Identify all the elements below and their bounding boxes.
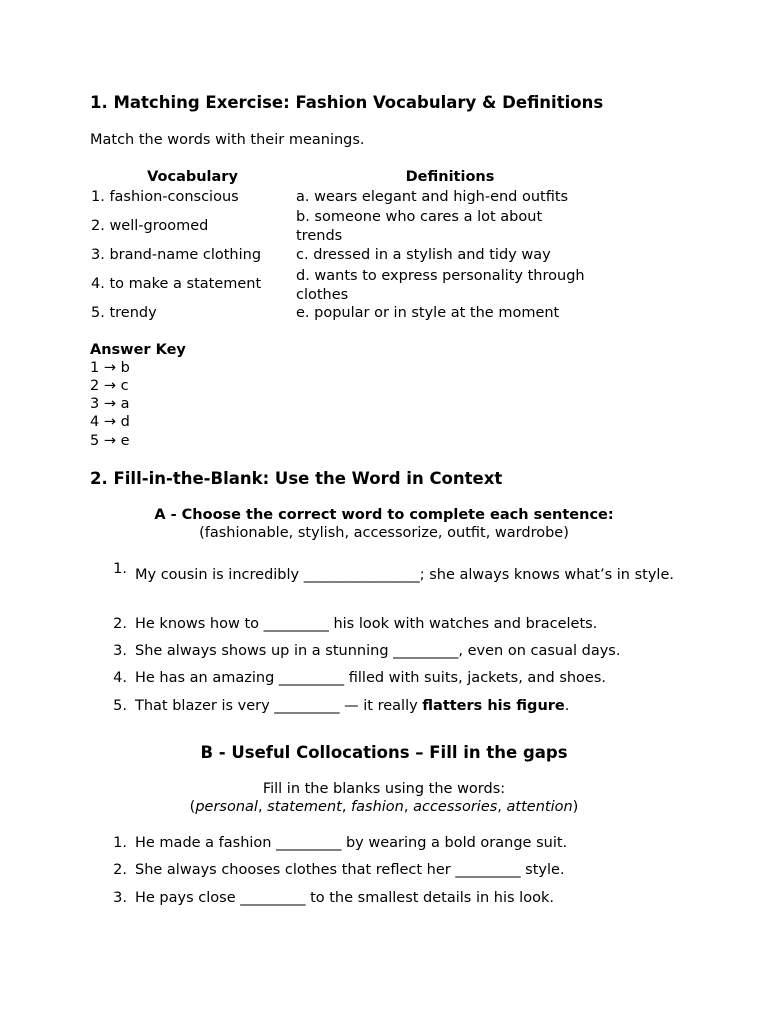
word-bank-word: personal	[195, 799, 258, 815]
list-number: 3.	[113, 890, 127, 906]
definitions-header: Definitions	[405, 169, 495, 185]
vocab-item: 3. brand-name clothing	[91, 247, 262, 263]
list-number: 2.	[113, 862, 127, 878]
vocab-item: 5. trendy	[91, 305, 157, 321]
partA-item-text	[135, 698, 569, 714]
list-number: 1.	[113, 835, 127, 851]
partB-instruction: Fill in the blanks using the words:	[262, 781, 506, 797]
answer-item: 1 → b	[90, 360, 130, 376]
partB-word-bank: (personal, statement, fashion, accessories, attention)	[189, 799, 579, 815]
section2-title: 2. Fill-in-the-Blank: Use the Word in Context	[90, 469, 503, 488]
item-text-after: .	[564, 698, 570, 714]
answer-item: 4 → d	[90, 414, 130, 430]
answer-key-title: Answer Key	[90, 342, 186, 358]
word-bank-word: accessories	[413, 799, 498, 815]
item-text-bold: flatters his figure	[422, 698, 565, 714]
partA-item-text: He has an amazing _________ filled with suits, jackets, and shoes.	[135, 670, 607, 686]
partA-word-bank: (fashionable, stylish, accessorize, outfit, wardrobe)	[199, 525, 569, 541]
partA-item-text: She always shows up in a stunning _________, even on casual days.	[135, 643, 621, 659]
answer-item: 3 → a	[90, 396, 130, 412]
definition-item: a. wears elegant and high-end outfits	[296, 189, 569, 205]
section1-instruction: Match the words with their meanings.	[90, 132, 365, 148]
section1-title: 1. Matching Exercise: Fashion Vocabulary & Definitions	[90, 93, 604, 112]
word-bank-word: statement	[267, 799, 342, 815]
vocab-item: 4. to make a statement	[91, 276, 262, 292]
definition-item: c. dressed in a stylish and tidy way	[296, 247, 551, 263]
answer-item: 5 → e	[90, 433, 130, 449]
partB-item-text: She always chooses clothes that reflect her _________ style.	[135, 862, 565, 878]
partA-item-text: He knows how to _________ his look with watches and bracelets.	[135, 616, 598, 632]
partA-title: A - Choose the correct word to complete each sentence:	[154, 507, 614, 523]
list-number: 1.	[113, 561, 127, 577]
vocab-item: 1. fashion-conscious	[91, 189, 239, 205]
list-number: 4.	[113, 670, 127, 686]
definition-item: e. popular or in style at the moment	[296, 305, 560, 321]
item-text-before: That blazer is very _________ — it really	[135, 698, 423, 714]
list-number: 2.	[113, 616, 127, 632]
list-number: 3.	[113, 643, 127, 659]
vocab-item: 2. well-groomed	[91, 218, 209, 234]
partA-item-text: My cousin is incredibly ________________; she always knows what’s in style.	[135, 567, 674, 583]
definition-item: d. wants to express personality through clothes	[296, 268, 585, 303]
list-number: 5.	[113, 698, 127, 714]
vocab-header: Vocabulary	[147, 169, 238, 185]
partB-item-text: He made a fashion _________ by wearing a bold orange suit.	[135, 835, 568, 851]
partB-item-text: He pays close _________ to the smallest details in his look.	[135, 890, 554, 906]
answer-item: 2 → c	[90, 378, 129, 394]
word-bank-word: attention	[506, 799, 573, 815]
definition-item: b. someone who cares a lot about trends	[296, 209, 543, 244]
partB-title: B - Useful Collocations – Fill in the gaps	[200, 743, 568, 762]
word-bank-word: fashion	[351, 799, 404, 815]
